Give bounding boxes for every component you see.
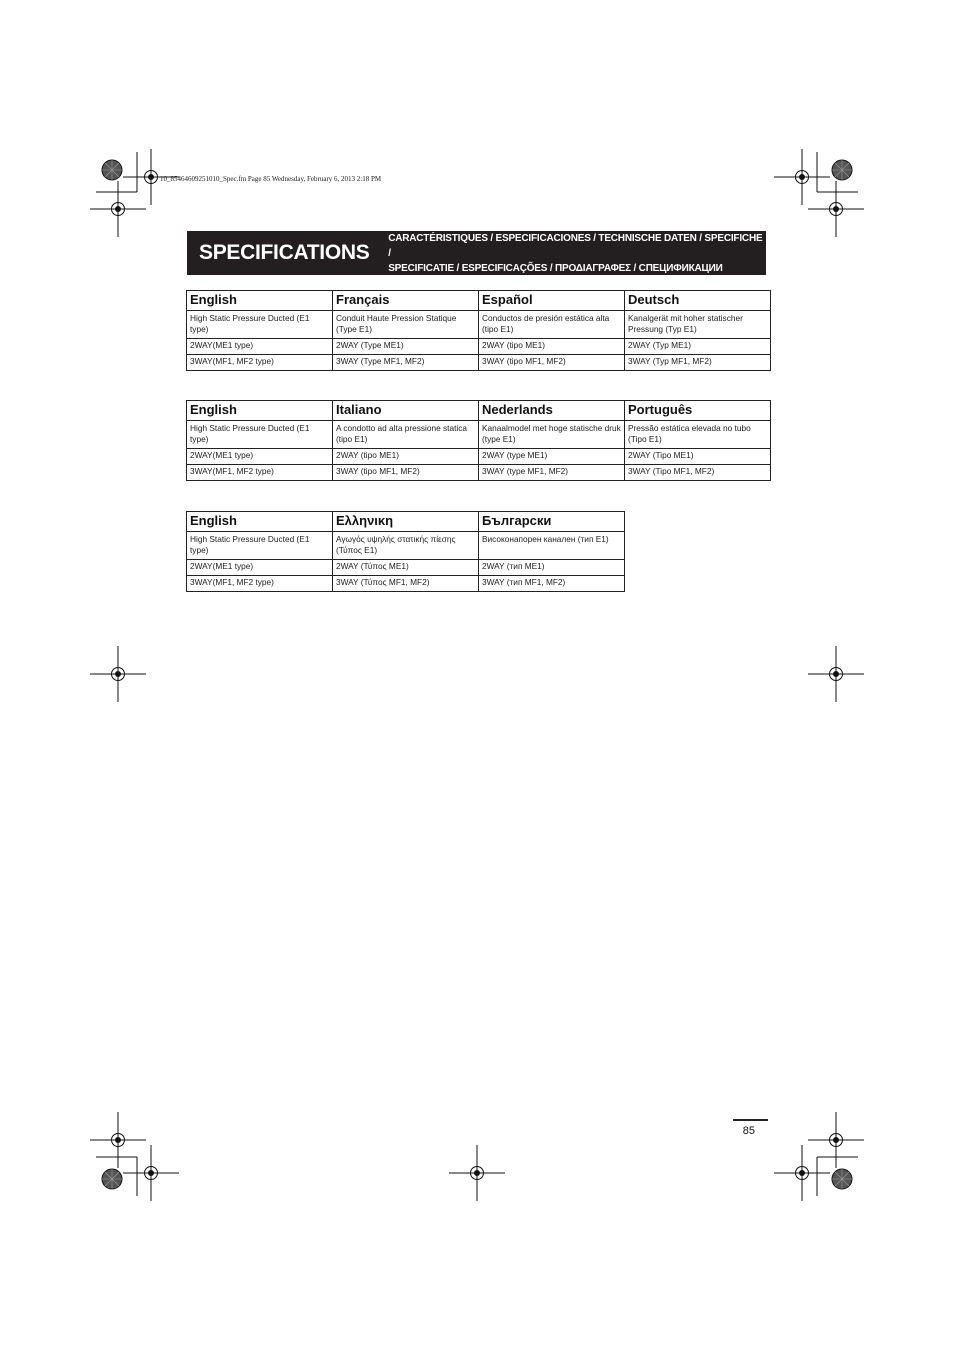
table-cell: 2WAY (тип ME1) (479, 560, 625, 576)
table-row (187, 311, 771, 339)
banner-subtitle-line: SPECIFICATIE / ESPECIFICAÇÕES / ΠΡΟΔΙΑΓΡΑΦΕΣ / СПЕЦИФИКАЦИИ (388, 262, 723, 274)
table-cell: Conductos de presión estática alta (tipo E1) (479, 311, 625, 339)
color-disc-icon (832, 160, 852, 180)
table-cell: 3WAY(MF1, MF2 type) (187, 576, 333, 592)
table-cell: 2WAY (Type ME1) (333, 339, 479, 355)
table-cell: 2WAY(ME1 type) (187, 560, 333, 576)
column-header: Deutsch (625, 291, 771, 311)
registration-mark-icon (774, 149, 830, 205)
registration-mark-icon (90, 181, 146, 237)
registration-mark-icon (449, 1145, 505, 1201)
column-header: Français (333, 291, 479, 311)
table-cell: 3WAY (Τύπος MF1, MF2) (333, 576, 479, 592)
print-info-line: 10_85464609251010_Spec.fm Page 85 Wednesday, February 6, 2013 2:18 PM (160, 175, 382, 183)
spec-table-3 (186, 511, 625, 592)
table-row (187, 576, 625, 592)
banner-subtitle-line: CARACTÉRISTIQUES / ESPECIFICACIONES / TECHNISCHE DATEN / SPECIFICHE / (388, 232, 763, 259)
specifications-banner (187, 231, 766, 275)
table-cell: 3WAY (tipo MF1, MF2) (333, 465, 479, 481)
color-disc-icon (832, 1169, 852, 1189)
table-cell: Високонапорен канален (тип E1) (479, 532, 625, 560)
table-cell: A condotto ad alta pressione statica (tipo E1) (333, 421, 479, 449)
color-disc-icon (102, 160, 122, 180)
table-cell: 3WAY (Tipo MF1, MF2) (625, 465, 771, 481)
table-header-row (187, 291, 771, 311)
table-cell: Conduit Haute Pression Statique (Type E1) (333, 311, 479, 339)
page-title: SPECIFICATIONS (199, 241, 370, 264)
spec-table-2 (186, 400, 771, 481)
table-header-row (187, 401, 771, 421)
column-header: Ελληνικη (333, 512, 479, 532)
page-number: 85 (742, 1125, 755, 1137)
column-header: Português (625, 401, 771, 421)
table-cell: Αγωγός υψηλής στατικής πίεσης (Τύπος E1) (333, 532, 479, 560)
registration-mark-icon (808, 181, 864, 237)
table-cell: High Static Pressure Ducted (E1 type) (187, 532, 333, 560)
table-row (187, 421, 771, 449)
table-cell: 2WAY (tipo ME1) (479, 339, 625, 355)
table-cell: High Static Pressure Ducted (E1 type) (187, 421, 333, 449)
registration-mark-icon (808, 646, 864, 702)
table-cell: 3WAY(MF1, MF2 type) (187, 355, 333, 371)
banner-subtitle (388, 231, 766, 276)
table-cell: 3WAY (type MF1, MF2) (479, 465, 625, 481)
table-cell: 3WAY (тип MF1, MF2) (479, 576, 625, 592)
column-header: English (187, 291, 333, 311)
table-cell: 3WAY (tipo MF1, MF2) (479, 355, 625, 371)
table-cell: High Static Pressure Ducted (E1 type) (187, 311, 333, 339)
table-row (187, 339, 771, 355)
table-cell: 2WAY(ME1 type) (187, 339, 333, 355)
table-row (187, 532, 625, 560)
table-row (187, 355, 771, 371)
table-cell: Pressão estática elevada no tubo (Tipo E1) (625, 421, 771, 449)
column-header: English (187, 401, 333, 421)
registration-mark-icon (123, 1145, 179, 1201)
table-cell: 2WAY (Tipo ME1) (625, 449, 771, 465)
registration-mark-icon (90, 1112, 146, 1168)
column-header: Български (479, 512, 625, 532)
table-cell: 2WAY (Τύπος ME1) (333, 560, 479, 576)
column-header: Nederlands (479, 401, 625, 421)
table-cell: 2WAY (type ME1) (479, 449, 625, 465)
table-cell: 2WAY (tipo ME1) (333, 449, 479, 465)
column-header: Español (479, 291, 625, 311)
table-cell: 2WAY(ME1 type) (187, 449, 333, 465)
table-cell: Kanaalmodel met hoge statische druk (type E1) (479, 421, 625, 449)
table-cell: 3WAY (Type MF1, MF2) (333, 355, 479, 371)
table-cell: 3WAY(MF1, MF2 type) (187, 465, 333, 481)
color-disc-icon (102, 1169, 122, 1189)
table-cell: Kanalgerät mit hoher statischer Pressung (Typ E1) (625, 311, 771, 339)
page-number-rule (733, 1119, 768, 1121)
registration-mark-icon (808, 1112, 864, 1168)
table-cell: 3WAY (Typ MF1, MF2) (625, 355, 771, 371)
registration-mark-icon (90, 646, 146, 702)
table-cell: 2WAY (Typ ME1) (625, 339, 771, 355)
column-header: Italiano (333, 401, 479, 421)
table-row (187, 449, 771, 465)
table-row (187, 560, 625, 576)
registration-mark-icon (774, 1145, 830, 1201)
table-header-row (187, 512, 625, 532)
table-row (187, 465, 771, 481)
spec-table-1 (186, 290, 771, 371)
column-header: English (187, 512, 333, 532)
